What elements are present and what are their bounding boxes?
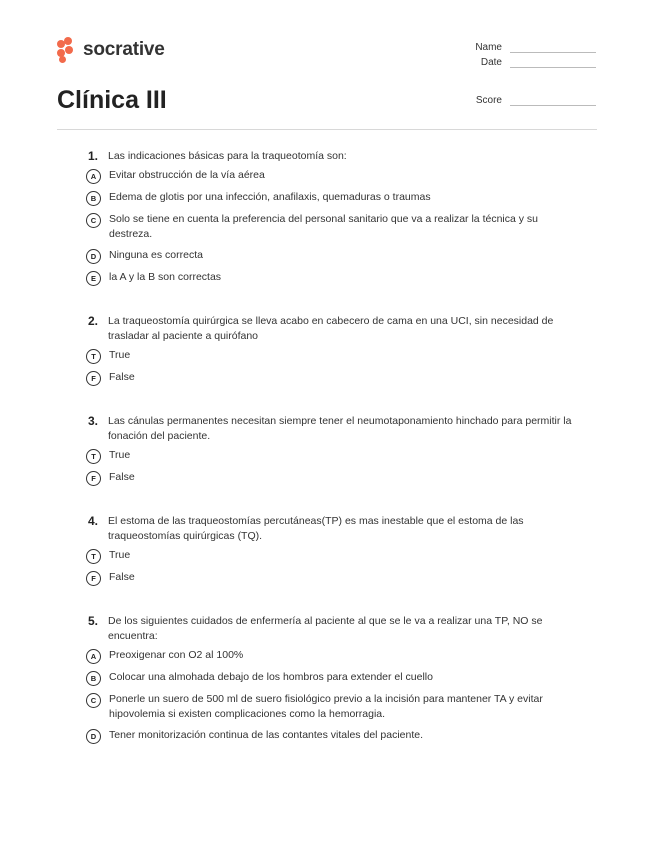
answer-option[interactable] [0,548,654,564]
answer-option[interactable] [0,190,654,206]
question-number: 4. [88,514,99,528]
option-letter-badge[interactable]: F [86,371,101,386]
question-text: Las cánulas permanentes necesitan siempre tener el neumotaponamiento hinchado para permitir la fonación del paciente. [108,415,572,442]
answer-option[interactable] [0,648,654,664]
socrative-logo-icon [57,37,77,63]
option-letter-badge[interactable]: A [86,169,101,184]
answer-option[interactable] [0,348,654,364]
answer-option[interactable] [0,248,654,264]
option-text: True [109,349,131,361]
question-text: Las indicaciones básicas para la traqueotomía son: [108,150,347,162]
option-text: la A y la B son correctas [109,271,222,283]
option-text: Ponerle un suero de 500 ml de suero fisiológico previo a la incisión para mantener TA y evitar hipovolemia si existen complicaciones como la hemorragia. [109,693,543,720]
answer-option[interactable] [0,370,654,386]
page-header [0,0,654,132]
question-header [0,148,654,164]
answer-options [0,168,654,286]
page-title: Clínica III [57,86,167,114]
answer-option[interactable] [0,692,654,722]
question-2 [0,313,654,386]
question-header [0,513,654,544]
option-letter-badge[interactable]: B [86,191,101,206]
answer-options [0,448,654,486]
option-text: Solo se tiene en cuenta la preferencia del personal sanitario que va a realizar la técnica y su destreza. [109,213,539,240]
answer-option[interactable] [0,168,654,184]
name-field[interactable] [452,42,596,53]
question-number: 2. [88,314,99,328]
option-text: Colocar una almohada debajo de los hombros para extender el cuello [109,671,433,683]
socrative-logo [57,37,165,63]
brand-name: socrative [83,39,165,60]
option-letter-badge[interactable]: T [86,349,101,364]
answer-option[interactable] [0,270,654,286]
question-header [0,413,654,444]
option-letter-badge[interactable]: B [86,671,101,686]
score-field[interactable] [452,95,596,106]
option-letter-badge[interactable]: C [86,693,101,708]
option-text: Edema de glotis por una infección, anafilaxis, quemaduras o traumas [109,191,431,203]
option-letter-badge[interactable]: F [86,571,101,586]
answer-options [0,548,654,586]
option-text: False [109,371,135,383]
answer-options [0,648,654,744]
option-letter-badge[interactable]: A [86,649,101,664]
option-text: Tener monitorización continua de las contantes vitales del paciente. [109,729,424,741]
question-header [0,613,654,644]
option-text: False [109,571,135,583]
option-text: Ninguna es correcta [109,249,203,261]
option-letter-badge[interactable]: F [86,471,101,486]
question-text: La traqueostomía quirúrgica se lleva acabo en cabecero de cama en una UCI, sin necesidad de trasladar al paciente a quirófano [108,315,554,342]
header-divider [57,129,597,130]
option-letter-badge[interactable]: D [86,729,101,744]
option-text: Preoxigenar con O2 al 100% [109,649,244,661]
option-text: Evitar obstrucción de la vía aérea [109,169,265,181]
answer-option[interactable] [0,570,654,586]
question-4 [0,513,654,586]
question-1 [0,148,654,286]
name-label: Name [475,42,502,53]
question-text: De los siguientes cuidados de enfermería al paciente al que se le va a realizar una TP, NO se encuentra: [108,615,543,642]
answer-option[interactable] [0,448,654,464]
option-letter-badge[interactable]: C [86,213,101,228]
score-line[interactable] [510,95,596,106]
option-letter-badge[interactable]: E [86,271,101,286]
answer-option[interactable] [0,728,654,744]
question-5 [0,613,654,744]
question-number: 3. [88,414,99,428]
date-label: Date [480,57,502,68]
question-header [0,313,654,344]
question-number: 1. [88,149,99,163]
question-number: 5. [88,614,99,628]
question-3 [0,413,654,486]
answer-option[interactable] [0,212,654,242]
question-list [0,148,654,771]
option-letter-badge[interactable]: T [86,549,101,564]
answer-option[interactable] [0,670,654,686]
name-line[interactable] [510,42,596,53]
option-letter-badge[interactable]: T [86,449,101,464]
option-letter-badge[interactable]: D [86,249,101,264]
option-text: True [109,449,131,461]
option-text: False [109,471,135,483]
score-label: Score [475,95,502,106]
answer-options [0,348,654,386]
date-field[interactable] [452,57,596,68]
question-text: El estoma de las traqueostomías percutáneas(TP) es mas inestable que el estoma de las traqueostomías quirúrgicas (TQ). [108,515,524,542]
date-line[interactable] [510,57,596,68]
answer-option[interactable] [0,470,654,486]
option-text: True [109,549,131,561]
